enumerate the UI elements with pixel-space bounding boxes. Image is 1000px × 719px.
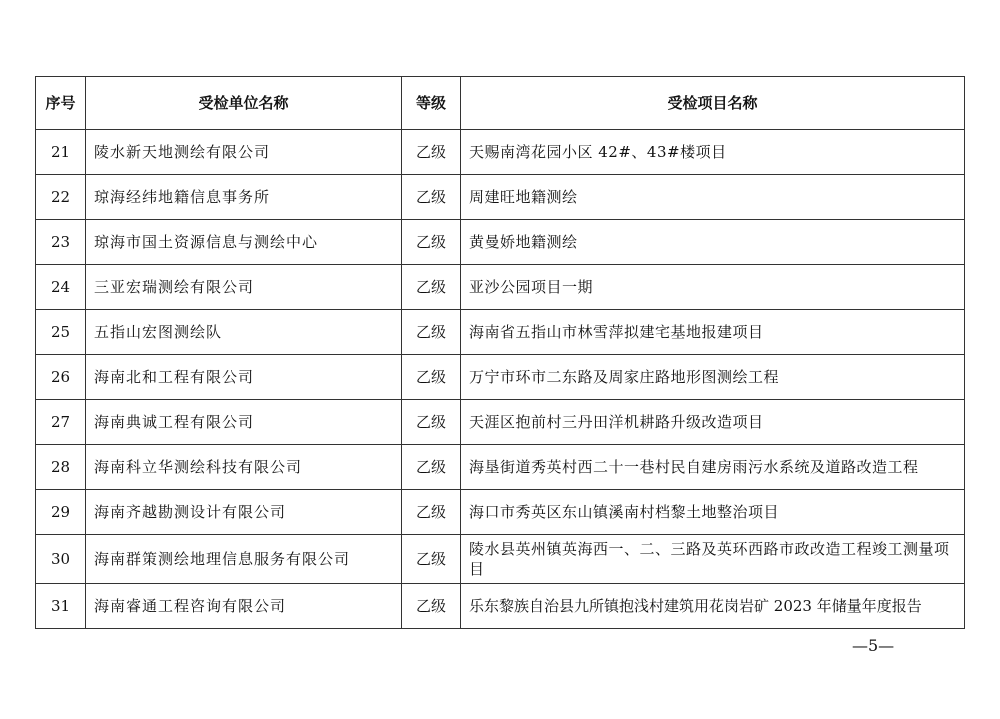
row-unit: 海南睿通工程咨询有限公司 (86, 584, 402, 629)
row-project: 乐东黎族自治县九所镇抱浅村建筑用花岗岩矿 2023 年储量年度报告 (461, 584, 965, 629)
row-project: 海垦街道秀英村西二十一巷村民自建房雨污水系统及道路改造工程 (461, 445, 965, 490)
row-unit: 海南北和工程有限公司 (86, 355, 402, 400)
row-unit: 海南齐越勘测设计有限公司 (86, 490, 402, 535)
row-project: 万宁市环市二东路及周家庄路地形图测绘工程 (461, 355, 965, 400)
header-unit: 受检单位名称 (86, 77, 402, 130)
row-level: 乙级 (402, 175, 461, 220)
table-row (36, 445, 965, 490)
row-project: 海南省五指山市林雪萍拟建宅基地报建项目 (461, 310, 965, 355)
row-project: 亚沙公园项目一期 (461, 265, 965, 310)
row-no: 21 (36, 130, 86, 175)
row-unit: 五指山宏图测绘队 (86, 310, 402, 355)
row-no: 29 (36, 490, 86, 535)
row-project: 天赐南湾花园小区 42#、43#楼项目 (461, 130, 965, 175)
row-project: 周建旺地籍测绘 (461, 175, 965, 220)
table-header-row (36, 77, 965, 130)
page-number: —5— (852, 636, 895, 655)
inspection-table (35, 76, 965, 629)
row-project: 黄曼娇地籍测绘 (461, 220, 965, 265)
row-project: 陵水县英州镇英海西一、二、三路及英环西路市政改造工程竣工测量项目 (461, 535, 965, 584)
row-no: 22 (36, 175, 86, 220)
table-row (36, 490, 965, 535)
table-row (36, 535, 965, 584)
row-unit: 陵水新天地测绘有限公司 (86, 130, 402, 175)
table-row (36, 355, 965, 400)
row-no: 23 (36, 220, 86, 265)
row-project: 海口市秀英区东山镇溪南村档黎土地整治项目 (461, 490, 965, 535)
row-level: 乙级 (402, 265, 461, 310)
row-level: 乙级 (402, 535, 461, 584)
table-row (36, 400, 965, 445)
table-row (36, 130, 965, 175)
row-no: 26 (36, 355, 86, 400)
row-unit: 三亚宏瑞测绘有限公司 (86, 265, 402, 310)
row-level: 乙级 (402, 400, 461, 445)
row-project: 天涯区抱前村三丹田洋机耕路升级改造项目 (461, 400, 965, 445)
header-no: 序号 (36, 77, 86, 130)
row-level: 乙级 (402, 584, 461, 629)
row-level: 乙级 (402, 490, 461, 535)
table-row (36, 220, 965, 265)
row-unit: 琼海经纬地籍信息事务所 (86, 175, 402, 220)
table-row (36, 310, 965, 355)
row-level: 乙级 (402, 220, 461, 265)
header-level: 等级 (402, 77, 461, 130)
header-project: 受检项目名称 (461, 77, 965, 130)
row-unit: 海南典诚工程有限公司 (86, 400, 402, 445)
row-unit: 琼海市国土资源信息与测绘中心 (86, 220, 402, 265)
row-no: 25 (36, 310, 86, 355)
row-level: 乙级 (402, 130, 461, 175)
row-no: 31 (36, 584, 86, 629)
row-level: 乙级 (402, 445, 461, 490)
row-no: 27 (36, 400, 86, 445)
table-row (36, 584, 965, 629)
row-no: 24 (36, 265, 86, 310)
row-level: 乙级 (402, 355, 461, 400)
table-row (36, 265, 965, 310)
row-unit: 海南群策测绘地理信息服务有限公司 (86, 535, 402, 584)
row-level: 乙级 (402, 310, 461, 355)
table-row (36, 175, 965, 220)
row-unit: 海南科立华测绘科技有限公司 (86, 445, 402, 490)
row-no: 30 (36, 535, 86, 584)
row-no: 28 (36, 445, 86, 490)
